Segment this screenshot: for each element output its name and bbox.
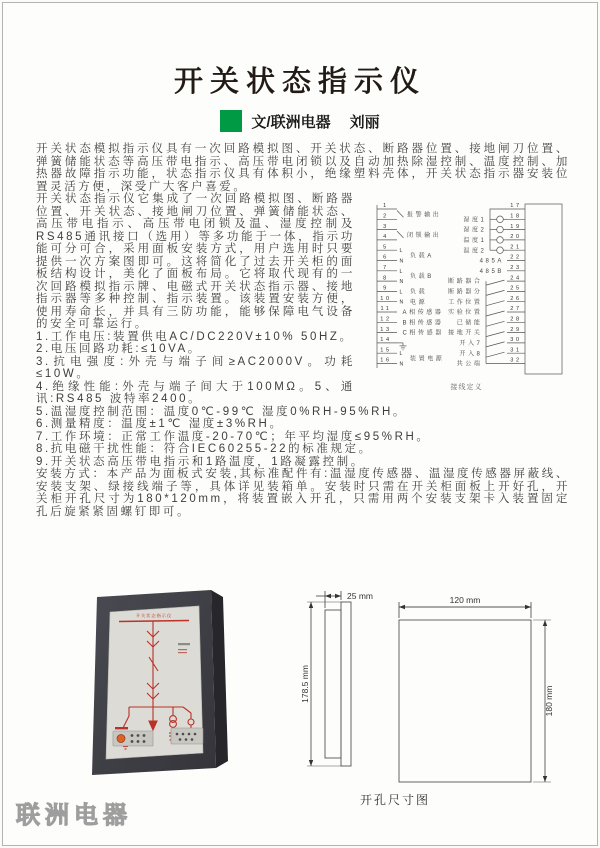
terminal-number: 30 xyxy=(510,337,522,344)
terminal-tag: N xyxy=(399,361,406,368)
terminal-number: 20 xyxy=(510,234,522,241)
spec-item: 6.测量精度：温度±1℃ 湿度±3%RH。 xyxy=(36,418,284,430)
terminal-tag: N xyxy=(399,279,406,286)
terminal-number: 6 xyxy=(383,254,389,261)
terminal-tag: L xyxy=(399,248,405,255)
switch-contact-symbol xyxy=(486,332,505,337)
terminal-label: 电源 xyxy=(410,299,428,306)
wiring-diagram xyxy=(363,196,570,394)
terminal-number: 32 xyxy=(510,357,522,364)
terminal-label: C相传感器 xyxy=(402,330,444,337)
watermark-text: 联洲电器 xyxy=(16,802,132,829)
terminal-number: 1 xyxy=(383,203,389,210)
terminal-number: 22 xyxy=(510,254,522,261)
terminal-tag: L xyxy=(399,289,405,296)
product-photo xyxy=(85,585,235,783)
terminal-label: A相传感器 xyxy=(402,310,444,317)
switch-contact-symbol xyxy=(486,280,505,285)
switch-contact-symbol xyxy=(486,311,505,316)
terminal-label: 负载B xyxy=(410,274,434,281)
wiring-shape xyxy=(397,211,404,218)
terminal-number: 28 xyxy=(510,316,522,323)
terminal-tag: L xyxy=(399,351,405,358)
orange-button xyxy=(117,735,125,743)
document-page xyxy=(2,2,598,846)
terminal-label: B相传感器 xyxy=(402,320,444,327)
spec-item: 2.电压回路功耗:≤10VA。 xyxy=(36,343,202,355)
article-body xyxy=(36,143,570,518)
spec-item: 4.绝缘性能:外壳与端子间大于100MΩ。5、通讯:RS485 波特率2400。 xyxy=(36,380,355,405)
terminal-number: 19 xyxy=(510,223,522,230)
dimension-arrows xyxy=(309,594,547,782)
terminal-number: 9 xyxy=(383,285,389,292)
terminal-label: 温度1 xyxy=(463,238,487,244)
spec-item: 5.温湿度控制范围：温度0℃-99℃ 湿度0%RH-95%RH。 xyxy=(36,405,408,418)
dimension-drawing xyxy=(299,580,589,815)
terminal-tag: N xyxy=(399,258,406,265)
byline xyxy=(3,110,597,132)
hole-width-dimension-label: 120 mm xyxy=(449,595,481,605)
terminal-label: 开入8 xyxy=(459,351,483,358)
terminal-number: 15 xyxy=(380,347,392,354)
terminal-label: 485A xyxy=(479,258,504,265)
terminal-label: 工作位置 xyxy=(448,299,483,306)
terminal-number: 16 xyxy=(380,357,392,364)
spec-item: 9.开关状态高压带电指示和1路温度，1路凝露控制。 xyxy=(36,455,365,468)
terminal-label: 湿度2 xyxy=(463,227,487,234)
spec-item: 3.抗电强度:外壳与端子间≥AC2000V。功耗≤10W。 xyxy=(36,355,355,380)
terminal-label: 开入7 xyxy=(459,341,483,347)
terminal-label: 闭锁输出 xyxy=(407,232,442,239)
terminal-number: 10 xyxy=(380,295,392,302)
terminal-number: 5 xyxy=(383,244,389,251)
terminal-label: 已储能 xyxy=(456,320,483,327)
wiring-caption: 接线定义 xyxy=(450,383,483,391)
terminal-number: 13 xyxy=(380,326,392,333)
terminal-number: 12 xyxy=(380,316,392,323)
terminal-number: 7 xyxy=(383,265,389,271)
spec-item: 7.工作环境：正常工作温度-20-70℃；年平均湿度≤95%RH。 xyxy=(36,430,431,443)
control-panel-right xyxy=(171,728,203,744)
byline-text: 文/联洲电器 xyxy=(251,113,331,131)
switch-contact-symbol xyxy=(486,301,505,306)
terminal-number: 8 xyxy=(383,275,389,282)
terminal-label: 485B xyxy=(479,268,504,275)
terminal-label: 实验位置 xyxy=(448,310,483,317)
terminal-label: 断路器合 xyxy=(448,279,483,286)
terminal-number: 26 xyxy=(510,295,522,302)
terminal-number: 2 xyxy=(383,213,389,220)
publisher-logo-square xyxy=(220,110,242,132)
switch-contact-symbol xyxy=(486,321,505,326)
terminal-label: 报警输出 xyxy=(407,212,442,219)
body-paragraph: 开关状态指示仪它集成了一次回路模拟图、断路器位置、开关状态、接地闸刀位置、弹簧储能状态、高压带电指示、高压带电闭锁及温、湿度控制及RS485通讯接口（选用）等多功能于一体，指示功能可分可合，采用面板安装方式，用户选用时只要提供一次方案图即可。这将简化了过去开关柜的面板结构设计，美化了面板布局。它将取代现有的一次回路模拟指示牌、电磁式开关状态指示器、接地指示器等多种控制、指示装置。该装置安装方便，使用寿命长，并具有三防功能，能够保障电气设备的安全可靠运行。 xyxy=(36,193,355,330)
terminal-number: 3 xyxy=(383,223,389,230)
wiring-diagram-svg xyxy=(363,196,570,376)
terminal-number: 27 xyxy=(510,306,522,313)
terminal-number: 24 xyxy=(510,275,522,282)
terminal-number: 23 xyxy=(510,265,522,271)
terminal-number: 25 xyxy=(510,285,522,292)
sensor-symbol xyxy=(497,237,504,244)
terminal-number: 17 xyxy=(510,203,522,210)
terminal-number: 14 xyxy=(380,337,392,344)
terminal-number: 18 xyxy=(510,213,522,220)
spec-item: 1.工作电压:装置供电AC/DC220V±10% 50HZ。 xyxy=(36,330,354,343)
dimension-drawing-svg xyxy=(299,580,589,815)
dimension-caption: 开孔尺寸图 xyxy=(359,793,431,807)
terminal-number: 29 xyxy=(510,326,522,333)
wiring-shape xyxy=(397,231,404,238)
terminal-number: 31 xyxy=(510,347,522,354)
panel-title-text: 开关状态指示仪 xyxy=(135,613,173,618)
wiring-shape xyxy=(525,204,562,374)
product-photo-svg xyxy=(85,585,235,783)
install-paragraph: 安装方式：本产品为面板式安装,其标准配件有:温湿度传感器、温湿度传感器屏蔽线、安装支架、绿接线端子等，具体详见装箱单。安装时只需在开关柜面板上开好孔，开关柜开孔尺寸为180*120mm，将装置嵌入开孔，只需用两个安装支架卡入装置固定孔后旋紧紧固螺钉即可。 xyxy=(36,468,570,518)
terminal-label: 装置电源 xyxy=(410,356,445,363)
switch-contact-symbol xyxy=(486,352,505,357)
terminal-number: 21 xyxy=(510,244,522,251)
depth-dimension-label: 25 mm xyxy=(347,591,373,601)
hole-height-dimension-label: 180 mm xyxy=(544,685,554,717)
terminal-number: 11 xyxy=(380,306,392,313)
terminal-label: 负载 xyxy=(410,289,428,296)
switch-contact-symbol xyxy=(486,342,505,347)
terminal-label: 接地开关 xyxy=(448,330,483,337)
page-title: 开关状态指示仪 xyxy=(173,66,426,98)
terminal-label: 湿度1 xyxy=(463,217,487,224)
switch-contact-symbol xyxy=(486,290,505,295)
terminal-tag: N xyxy=(399,299,406,306)
sensor-symbol xyxy=(497,247,504,254)
intro-paragraph: 开关状态模拟指示仪具有一次回路模拟图、开关状态、断路器位置、接地闸刀位置、弹簧储能状态等高压带电指示、高压带电闭锁以及自动加热除湿控制、温度控制、加热器故障指示功能，状态指示仪具有体积小，绝缘塑料壳体，开关状态指示器安装位置灵活方便，深受广大客户喜爱。 xyxy=(36,143,570,193)
author-name: 刘丽 xyxy=(349,113,380,131)
terminal-tag: L xyxy=(399,268,405,275)
terminal-label: 温度2 xyxy=(463,248,487,255)
sensor-symbol xyxy=(497,216,504,223)
terminal-label: 共公端 xyxy=(456,361,483,368)
spec-item: 8.抗电磁干扰性能：符合IEC60255-22的标准规定。 xyxy=(36,443,373,455)
terminal-label: 断路器分 xyxy=(448,289,483,296)
side-height-dimension-label: 178.5 mm xyxy=(300,665,310,703)
sensor-symbol xyxy=(497,226,504,233)
terminal-label: 负载A xyxy=(410,253,434,260)
terminal-number: 4 xyxy=(383,234,389,241)
